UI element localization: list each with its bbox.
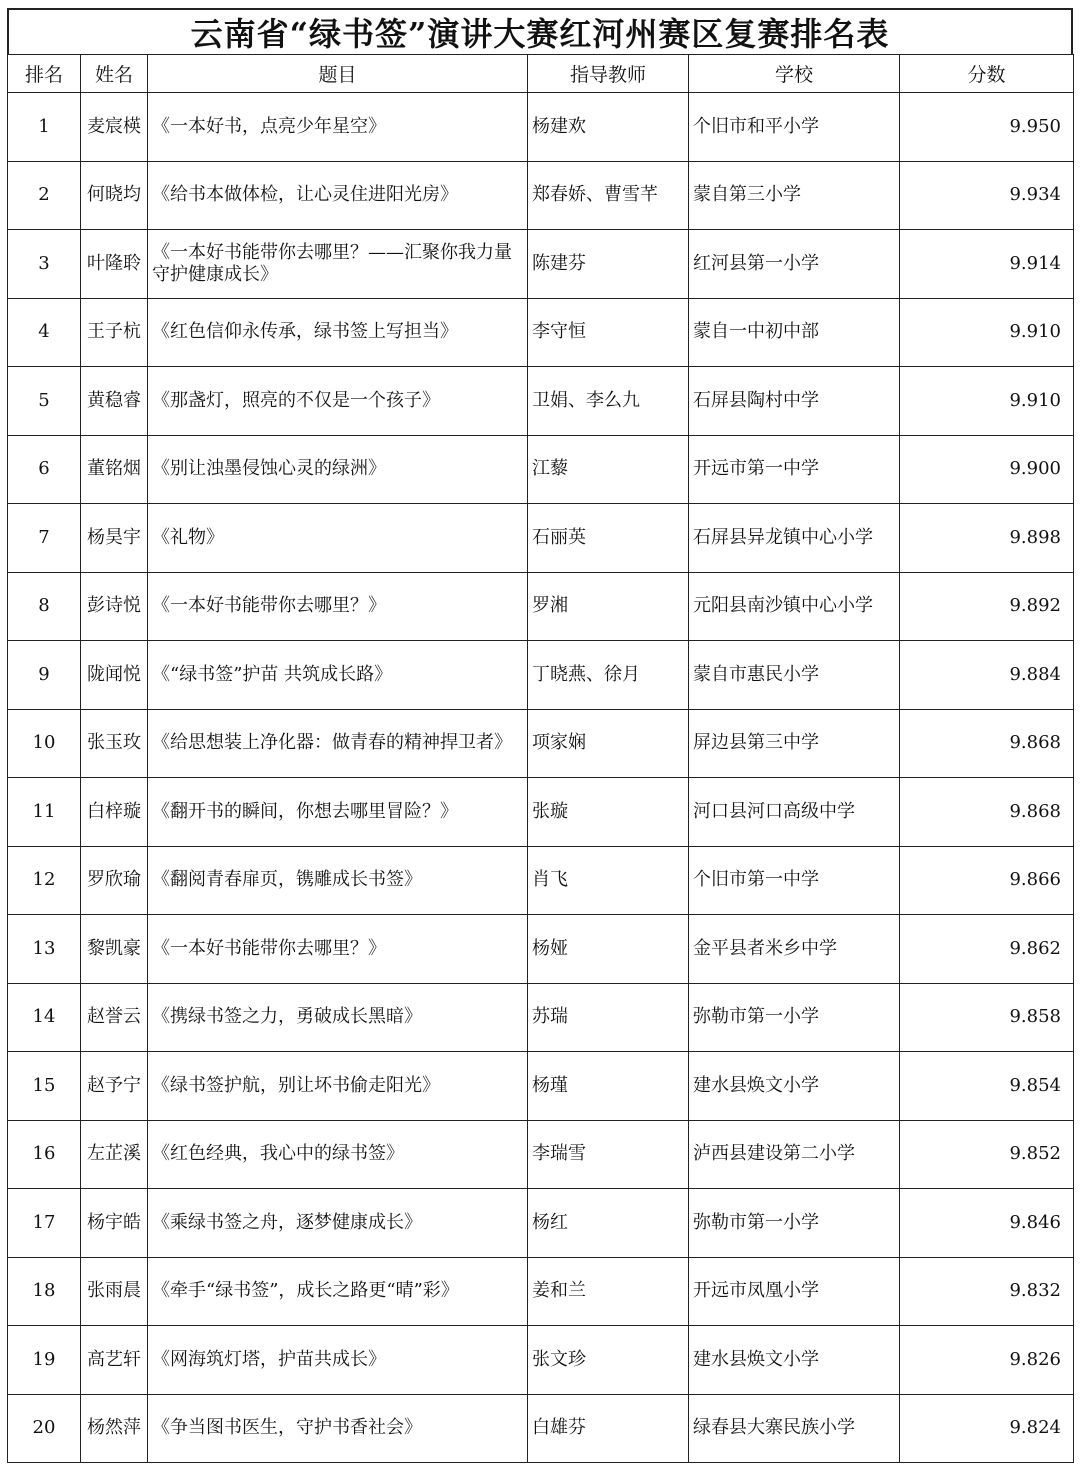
cell-score: 9.910 [900, 367, 1074, 436]
cell-school: 建水县焕文小学 [689, 1326, 900, 1395]
cell-rank: 3 [8, 230, 81, 299]
cell-rank: 10 [8, 709, 81, 778]
cell-topic: 《绿书签护航，别让坏书偷走阳光》 [148, 1052, 528, 1121]
cell-score: 9.852 [900, 1120, 1074, 1189]
table-row [8, 1326, 1074, 1395]
cell-school: 石屏县陶村中学 [689, 367, 900, 436]
cell-rank: 9 [8, 641, 81, 710]
cell-name: 杨然萍 [81, 1394, 148, 1463]
cell-school: 红河县第一小学 [689, 230, 900, 299]
cell-name: 杨宇皓 [81, 1189, 148, 1258]
cell-score: 9.824 [900, 1394, 1074, 1463]
cell-teacher: 杨红 [528, 1189, 689, 1258]
table-row [8, 1394, 1074, 1463]
header-score: 分数 [900, 55, 1074, 93]
header-row [8, 55, 1074, 93]
cell-school: 弥勒市第一小学 [689, 983, 900, 1052]
table-row [8, 298, 1074, 367]
cell-score: 9.858 [900, 983, 1074, 1052]
cell-topic: 《红色信仰永传承，绿书签上写担当》 [148, 298, 528, 367]
cell-topic: 《乘绿书签之舟，逐梦健康成长》 [148, 1189, 528, 1258]
cell-rank: 17 [8, 1189, 81, 1258]
cell-topic: 《一本好书能带你去哪里？》 [148, 915, 528, 984]
cell-school: 石屏县异龙镇中心小学 [689, 504, 900, 573]
cell-name: 董铭烟 [81, 435, 148, 504]
cell-teacher: 陈建芬 [528, 230, 689, 299]
cell-name: 赵誉云 [81, 983, 148, 1052]
cell-rank: 4 [8, 298, 81, 367]
cell-score: 9.826 [900, 1326, 1074, 1395]
table-row [8, 230, 1074, 299]
cell-score: 9.898 [900, 504, 1074, 573]
cell-score: 9.892 [900, 572, 1074, 641]
cell-name: 麦宸楧 [81, 93, 148, 162]
cell-rank: 14 [8, 983, 81, 1052]
cell-score: 9.910 [900, 298, 1074, 367]
cell-name: 杨昊宇 [81, 504, 148, 573]
cell-topic: 《一本好书能带你去哪里？》 [148, 572, 528, 641]
cell-teacher: 白雄芬 [528, 1394, 689, 1463]
cell-topic: 《给书本做体检，让心灵住进阳光房》 [148, 161, 528, 230]
cell-school: 开远市第一中学 [689, 435, 900, 504]
cell-topic: 《“绿书签”护苗 共筑成长路》 [148, 641, 528, 710]
cell-teacher: 郑春娇、曹雪芊 [528, 161, 689, 230]
ranking-sheet [7, 8, 1073, 1463]
cell-name: 赵予宁 [81, 1052, 148, 1121]
cell-rank: 13 [8, 915, 81, 984]
cell-topic: 《网海筑灯塔，护苗共成长》 [148, 1326, 528, 1395]
cell-topic: 《给思想装上净化器：做青春的精神捍卫者》 [148, 709, 528, 778]
header-rank: 排名 [8, 55, 81, 93]
table-row [8, 915, 1074, 984]
cell-name: 陇闻悦 [81, 641, 148, 710]
cell-rank: 1 [8, 93, 81, 162]
table-row [8, 1120, 1074, 1189]
cell-topic: 《一本好书能带你去哪里？——汇聚你我力量 守护健康成长》 [148, 230, 528, 299]
cell-teacher: 杨建欢 [528, 93, 689, 162]
cell-topic: 《牵手“绿书签”，成长之路更“晴”彩》 [148, 1257, 528, 1326]
cell-score: 9.846 [900, 1189, 1074, 1258]
cell-teacher: 李瑞雪 [528, 1120, 689, 1189]
cell-name: 彭诗悦 [81, 572, 148, 641]
cell-topic: 《一本好书，点亮少年星空》 [148, 93, 528, 162]
cell-rank: 15 [8, 1052, 81, 1121]
cell-topic: 《礼物》 [148, 504, 528, 573]
cell-teacher: 杨瑾 [528, 1052, 689, 1121]
table-row [8, 367, 1074, 436]
cell-name: 叶隆聆 [81, 230, 148, 299]
table-row [8, 641, 1074, 710]
cell-school: 金平县者米乡中学 [689, 915, 900, 984]
header-name: 姓名 [81, 55, 148, 93]
table-row [8, 709, 1074, 778]
cell-topic: 《携绿书签之力，勇破成长黑暗》 [148, 983, 528, 1052]
cell-rank: 19 [8, 1326, 81, 1395]
cell-rank: 8 [8, 572, 81, 641]
table-row [8, 161, 1074, 230]
cell-rank: 5 [8, 367, 81, 436]
cell-rank: 18 [8, 1257, 81, 1326]
cell-score: 9.950 [900, 93, 1074, 162]
cell-teacher: 项家娴 [528, 709, 689, 778]
table-row [8, 1189, 1074, 1258]
cell-name: 黄稳睿 [81, 367, 148, 436]
cell-school: 蒙自第三小学 [689, 161, 900, 230]
cell-teacher: 丁晓燕、徐月 [528, 641, 689, 710]
cell-teacher: 杨娅 [528, 915, 689, 984]
cell-school: 蒙自市惠民小学 [689, 641, 900, 710]
cell-name: 张玉玫 [81, 709, 148, 778]
cell-teacher: 卫娟、李么九 [528, 367, 689, 436]
cell-teacher: 石丽英 [528, 504, 689, 573]
cell-score: 9.900 [900, 435, 1074, 504]
cell-score: 9.914 [900, 230, 1074, 299]
cell-rank: 11 [8, 778, 81, 847]
cell-teacher: 肖飞 [528, 846, 689, 915]
cell-topic: 《红色经典，我心中的绿书签》 [148, 1120, 528, 1189]
header-school: 学校 [689, 55, 900, 93]
header-teacher: 指导教师 [528, 55, 689, 93]
cell-topic: 《那盏灯，照亮的不仅是一个孩子》 [148, 367, 528, 436]
cell-name: 罗欣瑜 [81, 846, 148, 915]
sheet-title: 云南省“绿书签”演讲大赛红河州赛区复赛排名表 [7, 8, 1073, 54]
cell-score: 9.866 [900, 846, 1074, 915]
cell-school: 元阳县南沙镇中心小学 [689, 572, 900, 641]
table-row [8, 1257, 1074, 1326]
cell-name: 白梓璇 [81, 778, 148, 847]
cell-score: 9.854 [900, 1052, 1074, 1121]
cell-name: 黎凯豪 [81, 915, 148, 984]
cell-score: 9.868 [900, 709, 1074, 778]
table-row [8, 93, 1074, 162]
cell-name: 高艺轩 [81, 1326, 148, 1395]
table-row [8, 572, 1074, 641]
cell-school: 绿春县大寨民族小学 [689, 1394, 900, 1463]
cell-school: 蒙自一中初中部 [689, 298, 900, 367]
cell-school: 个旧市第一中学 [689, 846, 900, 915]
cell-name: 张雨晨 [81, 1257, 148, 1326]
header-topic: 题目 [148, 55, 528, 93]
cell-teacher: 姜和兰 [528, 1257, 689, 1326]
table-row [8, 983, 1074, 1052]
cell-school: 河口县河口高级中学 [689, 778, 900, 847]
ranking-table [7, 54, 1074, 1463]
cell-school: 弥勒市第一小学 [689, 1189, 900, 1258]
cell-topic: 《翻阅青春扉页，镌雕成长书签》 [148, 846, 528, 915]
cell-rank: 6 [8, 435, 81, 504]
cell-name: 左芷溪 [81, 1120, 148, 1189]
table-row [8, 778, 1074, 847]
cell-score: 9.934 [900, 161, 1074, 230]
cell-rank: 12 [8, 846, 81, 915]
cell-rank: 7 [8, 504, 81, 573]
cell-score: 9.862 [900, 915, 1074, 984]
cell-name: 何晓均 [81, 161, 148, 230]
cell-topic: 《争当图书医生，守护书香社会》 [148, 1394, 528, 1463]
table-row [8, 1052, 1074, 1121]
cell-teacher: 苏瑞 [528, 983, 689, 1052]
cell-score: 9.832 [900, 1257, 1074, 1326]
table-row [8, 435, 1074, 504]
cell-school: 个旧市和平小学 [689, 93, 900, 162]
cell-teacher: 江藜 [528, 435, 689, 504]
cell-school: 建水县焕文小学 [689, 1052, 900, 1121]
cell-school: 开远市凤凰小学 [689, 1257, 900, 1326]
cell-teacher: 张文珍 [528, 1326, 689, 1395]
cell-rank: 2 [8, 161, 81, 230]
cell-rank: 20 [8, 1394, 81, 1463]
cell-name: 王子杭 [81, 298, 148, 367]
cell-teacher: 罗湘 [528, 572, 689, 641]
cell-school: 屏边县第三中学 [689, 709, 900, 778]
cell-score: 9.868 [900, 778, 1074, 847]
cell-score: 9.884 [900, 641, 1074, 710]
cell-topic: 《翻开书的瞬间，你想去哪里冒险？》 [148, 778, 528, 847]
cell-school: 泸西县建设第二小学 [689, 1120, 900, 1189]
cell-teacher: 张璇 [528, 778, 689, 847]
table-row [8, 504, 1074, 573]
cell-rank: 16 [8, 1120, 81, 1189]
table-row [8, 846, 1074, 915]
cell-topic: 《别让浊墨侵蚀心灵的绿洲》 [148, 435, 528, 504]
cell-teacher: 李守恒 [528, 298, 689, 367]
